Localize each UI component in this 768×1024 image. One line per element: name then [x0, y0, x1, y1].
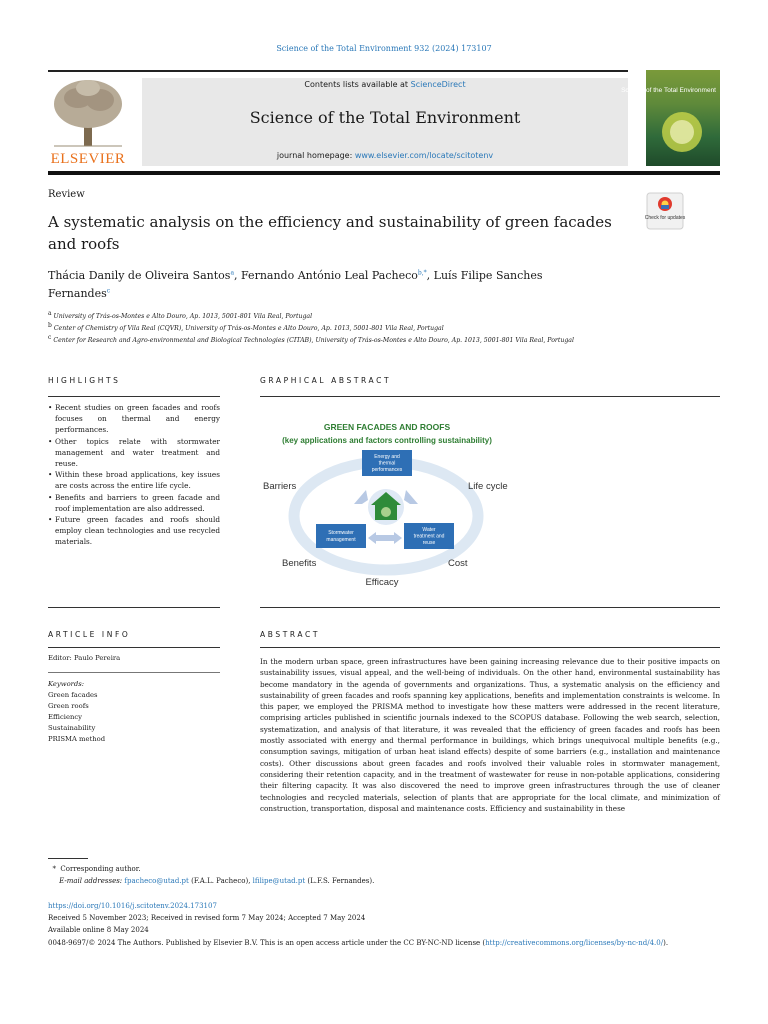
ga-box-storm — [316, 524, 366, 548]
corresponding-author-text: Corresponding author. — [60, 865, 141, 873]
green-house-icon — [368, 489, 404, 525]
affiliation — [48, 323, 728, 335]
ga-label-barriers: Barriers — [263, 481, 297, 492]
ga-title-line2: (key applications and factors controlling sustainability) — [282, 436, 492, 445]
author-name: Thácia Danily de Oliveira Santos — [48, 269, 231, 282]
email-link-fernandes[interactable]: lfilipe@utad.pt — [252, 877, 306, 886]
keywords-block — [48, 679, 105, 745]
highlight-text: Future green facades and roofs should employ clean technologies and use recycled materials. — [55, 515, 220, 547]
graphical-abstract-bottom-rule — [260, 607, 720, 608]
highlight-text: Recent studies on green facades and roofs focuses on thermal and energy performances. — [55, 403, 220, 435]
article-info-rule — [48, 647, 220, 648]
author-affil-sup[interactable]: c — [106, 287, 111, 295]
highlight-item — [48, 492, 220, 514]
crossmark-label: Check for updates — [644, 215, 686, 221]
journal-title: Science of the Total Environment — [249, 108, 521, 127]
bullet-icon: • — [48, 492, 53, 502]
ga-arrow-up-right — [404, 490, 418, 504]
highlight-item — [48, 402, 220, 436]
ga-box-energy-line: thermal — [378, 460, 396, 467]
highlights-heading: HIGHLIGHTS — [48, 376, 121, 385]
ga-label-efficacy: Efficacy — [365, 577, 399, 588]
received-dates: Received 5 November 2023; Received in revised form 7 May 2024; Accepted 7 May 2024 — [48, 914, 366, 923]
keyword: Sustainability — [48, 724, 96, 732]
publication-meta — [48, 900, 728, 949]
ga-box-energy-line: performances — [371, 467, 403, 473]
elsevier-tree-icon — [48, 74, 128, 166]
affiliation-sup: c — [48, 333, 52, 341]
header-rule — [48, 70, 628, 72]
highlight-text: Benefits and barriers to green facade and roof implementation are also addressed. — [55, 492, 220, 513]
bullet-icon: • — [48, 436, 53, 446]
ga-box-water-line: treatment and — [413, 533, 445, 540]
cover-title: Science of the Total Environment — [621, 87, 716, 94]
ga-arrow-horizontal — [368, 532, 402, 544]
journal-homepage — [142, 151, 628, 160]
ga-title-line1: GREEN FACADES AND ROOFS — [323, 422, 451, 432]
ga-box-water-line: reuse — [422, 540, 436, 546]
journal-cover — [621, 70, 720, 166]
graphical-abstract-figure — [254, 412, 520, 594]
email-owner: (L.F.S. Fernandes). — [305, 877, 375, 886]
graphical-abstract-diagram — [254, 412, 520, 594]
elsevier-wordmark: ELSEVIER — [50, 151, 126, 167]
highlight-text: Within these broad applications, key issues are costs across the entire life cycle. — [55, 470, 220, 491]
affiliation-text: University of Trás-os-Montes e Alto Douro, Ap. 1013, 5001-801 Vila Real, Portugal — [53, 313, 313, 320]
footnote-rule — [48, 858, 88, 859]
crossmark-icon — [644, 193, 686, 229]
header-thick-rule — [48, 171, 720, 175]
article-info-divider — [48, 672, 220, 673]
email-line — [48, 875, 728, 887]
email-link-pacheco[interactable]: fpacheco@utad.pt — [124, 877, 189, 886]
corresponding-author-note: * Corresponding author. — [48, 865, 141, 873]
article-type: Review — [48, 189, 85, 200]
affiliation-sup: b — [48, 321, 52, 329]
email-owner: (F.A.L. Pacheco), — [188, 877, 253, 886]
highlights-bottom-rule — [48, 607, 220, 608]
keyword: Green roofs — [48, 702, 89, 710]
ga-arrow-up-left — [354, 490, 368, 504]
license-text: 0048-9697/© 2024 The Authors. Published by Elsevier B.V. This is an open access article under the CC BY-NC-ND license ( — [48, 938, 486, 947]
check-for-updates-badge[interactable] — [644, 193, 686, 229]
license-line — [48, 937, 728, 949]
highlights-list — [48, 402, 220, 548]
article-title: A systematic analysis on the efficiency and sustainability of green facades and roofs — [48, 213, 612, 253]
bullet-icon: • — [48, 515, 53, 525]
ga-box-storm-line: Stormwater — [328, 530, 354, 536]
article-info-heading: ARTICLE INFO — [48, 630, 131, 639]
doi-link[interactable]: https://doi.org/10.1016/j.scitotenv.2024.173107 — [48, 902, 217, 910]
footnotes — [48, 863, 728, 887]
affiliation-text: Center for Research and Agro-environmental and Biological Technologies (CITAB), University of Trás-os-Montes e Alto Douro, Ap. 1013, 5001-801 Vila Real, Portugal — [53, 337, 574, 344]
author-separator: , — [234, 269, 242, 282]
license-suffix: ). — [663, 938, 669, 947]
keywords-label: Keywords: — [48, 680, 85, 688]
abstract-heading: ABSTRACT — [260, 630, 321, 639]
elsevier-logo — [48, 74, 128, 166]
highlight-item — [48, 514, 220, 548]
ga-box-storm-line: management — [326, 537, 356, 543]
author-name: Luís Filipe Sanches Fernandes — [48, 269, 543, 300]
license-link[interactable]: http://creativecommons.org/licenses/by-nc-nd/4.0/ — [485, 938, 664, 947]
contents-line — [142, 80, 628, 89]
author-list — [48, 267, 608, 303]
sciencedirect-link[interactable]: ScienceDirect — [410, 80, 466, 89]
ga-box-water-line: Water — [422, 527, 436, 533]
highlight-item — [48, 469, 220, 491]
abstract-text: In the modern urban space, green infrastructures have been gaining increasing relevance due to their positive impacts on sustainability issues, visual appeal, and the well-being of individuals. On the other hand, environmental sustainability has become mandatory in the agenda of governments and organizations. Thus, a systematic analysis on the efficiency and sustainability of green facades and roofs spanning key applications, benefits and implementation constraints is welcome. In this paper, we employed the PRISMA method to investigate how these matters were addressed in the recent literature, comprising articles published in scientific journals indexed to the SCOPUS database. Following the web search, selection, systematization, and analysis of that literature, it was revealed that the efficiency of green facades and roofs has been mostly associated with energy and thermal performance in buildings, which brings unequivocal multiple benefits (e.g., consumption savings, mitigation of urban heat island effects) despite of some barriers (e.g., installation and maintenance costs). Other discussions about green facades and roofs involved their valuable roles in stormwater management, considering their retention capacity, and in the treatment of wastewater for reuse in non-potable applications, considering their filtering capacity. It was also discovered the need to improve green infrastructures through the use of cleaner technologies and recycled materials, selection of plants that are appropriate for the local climate, and minimization of construction, transportation, disposal and maintenance costs. Efficiency and sustainability in these — [260, 657, 720, 813]
cover-image — [621, 70, 720, 166]
keyword: Green facades — [48, 691, 98, 699]
abstract-rule — [260, 647, 720, 648]
keyword: PRISMA method — [48, 735, 106, 743]
affiliation — [48, 311, 728, 323]
affiliation — [48, 335, 728, 347]
homepage-prefix: journal homepage: — [276, 151, 355, 160]
affiliations — [48, 311, 728, 347]
available-online: Available online 8 May 2024 — [48, 926, 149, 935]
journal-reference[interactable]: Science of the Total Environment 932 (2024) 173107 — [276, 44, 492, 53]
author-affil-sup[interactable]: b,* — [417, 269, 427, 277]
author-separator: , — [426, 269, 434, 282]
graphical-abstract-heading: GRAPHICAL ABSTRACT — [260, 376, 392, 385]
ga-box-energy-line: Energy and — [374, 454, 400, 460]
bullet-icon: • — [48, 403, 53, 412]
graphical-abstract-rule — [260, 396, 720, 397]
homepage-link[interactable]: www.elsevier.com/locate/scitotenv — [354, 151, 494, 160]
ga-label-cost: Cost — [448, 558, 468, 569]
email-label: E-mail addresses: — [59, 877, 123, 886]
highlight-item — [48, 436, 220, 470]
author-name: Fernando António Leal Pacheco — [241, 269, 418, 282]
highlight-text: Other topics relate with stormwater management and water treatment and reuse. — [55, 436, 220, 469]
highlights-rule — [48, 396, 220, 397]
ga-label-benefits: Benefits — [282, 558, 317, 569]
author-affil-sup[interactable]: a — [230, 269, 235, 277]
ga-label-lifecycle: Life cycle — [468, 481, 508, 492]
keyword: Efficiency — [48, 713, 82, 721]
bullet-icon: • — [48, 470, 53, 480]
affiliation-text: Center of Chemistry of Vila Real (CQVR), University of Trás-os-Montes e Alto Douro, Ap. 1013, 5001-801 Vila Real, Portugal — [53, 325, 444, 332]
affiliation-sup: a — [48, 309, 52, 317]
editor-line: Editor: Paulo Pereira — [48, 654, 121, 662]
contents-prefix: Contents lists available at — [304, 80, 411, 89]
